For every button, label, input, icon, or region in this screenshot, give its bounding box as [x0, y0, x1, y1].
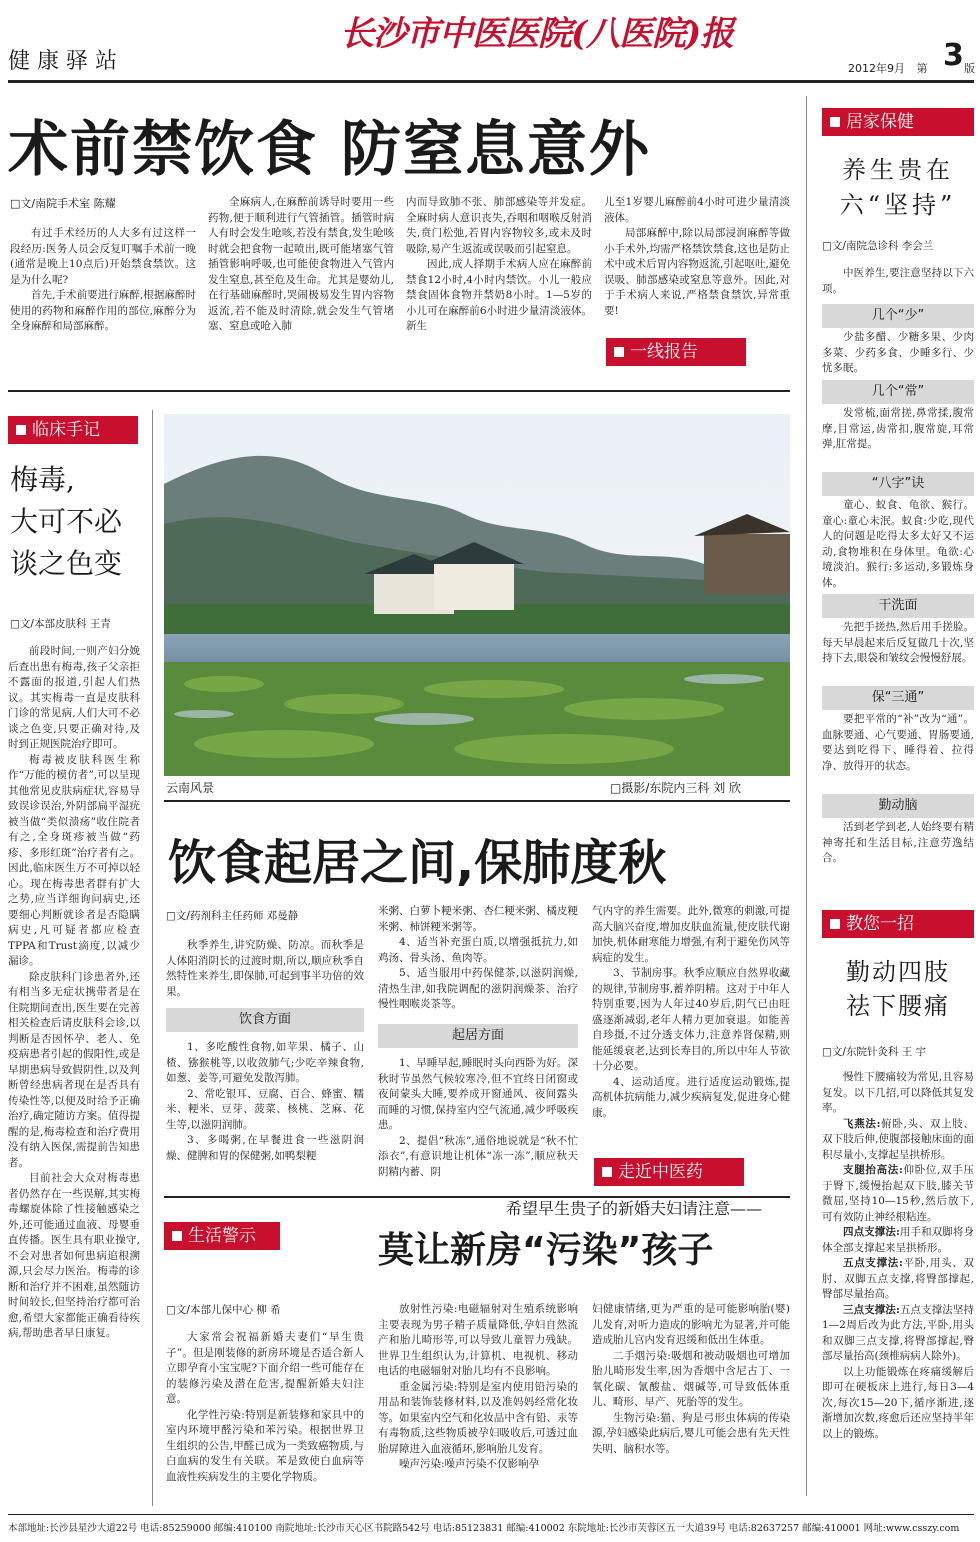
- exercise-lead-4: 五点支撑法:: [843, 1257, 903, 1269]
- sidebar-text-often: [822, 406, 974, 470]
- lung-col-1b-p3: 3、多喝粥,在早餐进食一些滋阴润燥、健脾和胃的保健粥,如鸭梨粳: [166, 1134, 364, 1162]
- sidebar-text-often-p: 发常梳,面常搓,鼻常揉,腹常摩,目常运,齿常扣,腹常旋,耳常弹,肛常提。: [822, 407, 974, 450]
- lung-headline: 饮食起居之间,保肺度秋: [168, 835, 667, 891]
- sidebar-divider: [806, 96, 807, 1496]
- life-col-3-p1: 妇健康情绪,更为严重的是可能影响胎(婴)儿发育,对听力造成的影响尤为显著,并可能造成胎儿宫内发育迟缓和低出生体重。: [592, 1303, 790, 1346]
- sidebar-top-intro: [822, 266, 974, 300]
- exercise-text-2: 仰卧位,双手压于臀下,缓慢抬起双下肢,膝关节微屈,坚持10—15秒,然后放下,可有效防止神经根粘连。: [822, 1164, 974, 1223]
- lung-col-2-p2: 4、适当补充蛋白质,以增强抵抗力,如鸡汤、骨头汤、鱼肉等。: [378, 936, 578, 964]
- left-body-p4: 目前社会大众对梅毒患者仍然存在一些误解,其实梅毒螺旋体除了性接触感染之外,还可能通过血液、母婴垂直传播。医生具有职业操守,不会对患者如何患病追根溯源,只会尽力医治。梅毒的诊断和治疗并不困难,虽然随访时间较长,但坚持治疗都可治愈,希望大家都能正确看待疾病,帮助患者早日康复。: [8, 1172, 140, 1339]
- lead-col-2: [208, 195, 394, 365]
- section-title: 健康驿站: [8, 49, 125, 74]
- lung-col-1-p1: 秋季养生,讲究防燥、防凉。而秋季是人体阳消阴长的过渡时期,所以,顺应秋季自然特性来养生,即保肺,可起到事半功倍的效果。: [166, 939, 364, 998]
- lung-col-1b: [166, 1040, 364, 1190]
- exercise-text-0: 慢性下腰痛较为常见,且容易复发。以下几招,可以降低其复发率。: [822, 1071, 974, 1114]
- life-col-1: [166, 1330, 364, 1506]
- tag-home-health: 居家保健: [822, 108, 974, 136]
- exercise-para-6: [822, 1365, 974, 1443]
- sidebar-sub-often: 几个“常”: [822, 380, 974, 404]
- tag-near-tcm: 走近中医药: [594, 1158, 744, 1186]
- life-col-1-p1: 大家常会祝福新婚夫妻们“早生贵子”。但是刚装修的新房环境是否适合新人立即孕育小宝宝呢?下面介绍一些可能存在的装修污染及潜在危害,提醒新婚夫妇注意。: [166, 1331, 364, 1405]
- sidebar-text-brain-p: 活到老学到老,人始终要有精神寄托和生活目标,注意劳逸结合。: [822, 821, 974, 864]
- lead-col-1-p2: 首先,手术前要进行麻醉,根据麻醉时使用的药物和麻醉作用的部位,麻醉分为全身麻醉和局部麻醉。: [10, 289, 196, 332]
- lung-col-2b-p2: 2、提倡“秋冻”,通俗地说就是“秋不忙添衣”,有意识地让机体“冻一冻”,顺应秋天阴精内蓄、阴: [378, 1134, 578, 1178]
- issue-date: [848, 60, 928, 76]
- lead-col-4: [604, 195, 790, 335]
- lung-col-3: [592, 904, 790, 1156]
- exercise-lead-5: 三点支撑法:: [843, 1303, 900, 1316]
- exercise-text-3: 用手和双脚将身体全部支撑起来呈拱桥形。: [822, 1226, 974, 1254]
- sidebar-sub-brain: 勤动脑: [822, 794, 974, 818]
- sidebar-bottom-body: [822, 1070, 974, 1510]
- landscape-photo-svg: [164, 414, 790, 776]
- life-col-2-p1: 放射性污染:电磁辐射对生殖系统影响主要表现为男子精子质量降低,孕妇自然流产和胎儿畸形等,可以导致儿童智力残缺。世界卫生组织认为,计算机、电视机、移动电话的电磁辐射对胎儿均有不良影响。: [378, 1303, 578, 1377]
- lead-headline: 术前禁饮食 防窒息意外: [8, 115, 651, 185]
- tag-life-warning: 生活警示: [164, 1222, 280, 1250]
- life-col-2-p2: 重金属污染:特别是室内使用铅污染的用品和装饰装修材料,以及准妈妈经常化妆等。如果室内空气和化妆品中含有铅、汞等有毒物质,这些物质被孕妇吸收后,可透过血胎屏障进入血液循环,影响胎儿发育。: [378, 1380, 578, 1455]
- lung-col-2b-p1: 1、早睡早起,睡眠时头向西卧为好。深秋时节虽然气候较寒冷,但不宜终日闭窗或夜间蒙头大睡,要养成开窗通风、夜间露头而睡的习惯,保持室内空气流通,减少呼吸疾患。: [378, 1057, 578, 1131]
- tag-frontline-report: 一线报告: [606, 338, 746, 366]
- tag-teach-trick: 教您一招: [822, 910, 974, 938]
- left-headline-3: 谈之色变: [10, 547, 123, 580]
- newspaper-logo: 长沙市中医医院(八医院)报: [340, 14, 734, 54]
- lead-col-3-p1: 内而导致肺不张、肺部感染等并发症。全麻时病人意识丧失,吞咽和咽喉反射消失,贲门松弛,若胃内容物较多,或未及时吸除,易产生返流或误吸而引起窒息。: [406, 196, 592, 255]
- lead-col-1: [10, 226, 196, 366]
- lead-col-3: [406, 195, 592, 365]
- exercise-para-4: [822, 1256, 974, 1303]
- issue-date-text: 2012年9月: [848, 62, 905, 75]
- lung-byline: □文/药剂科主任药师 邓曼静: [166, 910, 299, 922]
- sidebar-bottom-headline-2: 祛下腰痛: [846, 992, 950, 1020]
- left-body-p1: 前段时间,一则产妇分娩后查出患有梅毒,孩子父亲拒不露面的报道,引起人们热议。其实梅毒一直是皮肤科门诊的常见病,人们大可不必谈之色变,只要正确对待,及时到正规医院治疗即可。: [8, 645, 140, 750]
- exercise-text-4: 平卧,用头、双肘、双脚五点支撑,将臀部撑起,臀部尽量抬高。: [822, 1257, 974, 1300]
- lung-col-2: [378, 904, 578, 1016]
- exercise-lead-1: 飞燕法:: [843, 1117, 881, 1130]
- sidebar-sub-dry-wash: 干洗面: [822, 594, 974, 618]
- photo-caption: 云南风景: [166, 781, 215, 795]
- lung-col-1b-p2: 2、常吃银耳、豆腐、百合、蜂蜜、糯米、粳米、豆芽、菠菜、核桃、芝麻、花生等,以滋阴润肺。: [166, 1087, 364, 1131]
- sidebar-top-byline: □文/南院急诊科 李会兰: [822, 240, 934, 252]
- left-divider: [152, 410, 153, 1506]
- sidebar-top-headline-2: 六“坚持”: [839, 191, 957, 219]
- lung-col-2b: [378, 1056, 578, 1186]
- life-col-3: [592, 1302, 790, 1506]
- sidebar-text-three-pass-p: 要把平常的“补”改为“通”。血脉要通、心气要通、胃肠要通,要达到吃得下、睡得着、拉得净、放得开的状态。: [822, 713, 974, 772]
- sidebar-top-intro-text: 中医养生,要注意坚持以下六项。: [822, 267, 974, 295]
- sidebar-sub-three-pass: 保“三通”: [822, 686, 974, 710]
- sidebar-sub-few: 几个“少”: [822, 304, 974, 328]
- life-col-3-p3: 生物污染:猫、狗是弓形虫体病的传染源,孕妇感染此病后,婴儿可能会患有先天性失明、脑积水等。: [592, 1411, 790, 1455]
- sidebar-text-eight-words-p: 童心、蚁食、龟欲、猴行。童心:童心未泯。蚁食:少吃,现代人的问题是吃得太多太好又不运动,食物堆积在身体里。龟欲:心境淡泊。猴行:多运动,多锻炼身体。: [822, 499, 974, 589]
- lead-bottom-rule: [8, 390, 790, 392]
- left-body: [8, 644, 140, 1510]
- left-byline: □文/本部皮肤科 王青: [10, 618, 111, 630]
- lead-col-4-p2: 局部麻醉中,除以局部浸润麻醉等做小手术外,均需严格禁饮禁食,这也是防止术中或术后胃内容物返流,引起呕吐,避免误吸、肺部感染或窒息等意外。因此,对于手术病人来说,严格禁食禁饮,异常重要!: [604, 227, 790, 317]
- lead-col-1-p1: 有过手术经历的人大多有过这样一段经历:医务人员会反复叮嘱手术前一晚(通常是晚上10点后)开始禁食禁饮。这是为什么呢?: [10, 227, 196, 286]
- lead-col-4-p1: 儿至1岁婴儿麻醉前4小时可进少量清淡液体。: [604, 196, 790, 224]
- life-col-1-p2: 化学性污染:特别是新装修和家具中的室内环境甲醛污染和苯污染。根据世界卫生组织的公告,甲醛已成为一类致癌物质,与白血病的发生有关联。苯是致使白血病等血液性疾病发生的主要化学物质。: [166, 1408, 364, 1483]
- footer-address: 本部地址:长沙县星沙大道22号 电话:85259000 邮编:410100 南院地址:长沙市天心区书院路542号 电话:85123831 邮编:410002 东院地址:长沙市芙蓉区五一大道39号 电话:82637257 邮编:410001 网址:www.csszy.com: [8, 1523, 960, 1534]
- sidebar-text-dry-wash-p: 先把手搓热,然后用手搓脸。每天早晨起来后反复做几十次,坚持下去,眼袋和皱纹会慢慢舒展。: [822, 621, 974, 664]
- exercise-para-2: [822, 1163, 974, 1225]
- life-col-2-p3: 噪声污染:噪声污染不仅影响孕: [399, 1458, 540, 1470]
- life-headline: 莫让新房“污染”孩子: [378, 1230, 714, 1271]
- sidebar-text-brain: [822, 820, 974, 870]
- lung-col-3-p3: 4、运动适度。进行适度运动锻炼,提高机体抗病能力,减少疾病复发,促进身心健康。: [592, 1075, 790, 1119]
- left-body-p2: 梅毒被皮肤科医生称作“万能的模仿者”,可以呈现其他常见皮肤病症状,容易导致误诊误治,外阴部扁平湿疣被当做“类似溃疡”收住院者有之,全身斑疹被当做“药疹、多形红斑”治疗者有之。因此,临床医生万不可掉以轻心。现在梅毒患者群有扩大之势,应当详细询问病史,还要细心判断就诊者是否隐瞒病史,凡可疑者都应检查TPPA和Trust滴度,以减少漏诊。: [8, 753, 140, 967]
- exercise-text-1: 俯卧,头、双上肢、双下肢后伸,使腹部接触床面的面积尽量小,支撑起呈拱桥形。: [822, 1117, 974, 1161]
- exercise-para-1: [822, 1117, 974, 1164]
- life-byline: □文/本部儿保中心 柳 希: [166, 1304, 281, 1316]
- exercise-para-3: [822, 1225, 974, 1256]
- photo-credit: □摄影/东院内三科 刘 欣: [610, 781, 742, 795]
- page-prefix: 第: [916, 62, 928, 75]
- sidebar-text-eight-words: [822, 498, 974, 592]
- lung-sub-diet: 饮食方面: [166, 1008, 364, 1032]
- lung-col-1b-p1: 1、多吃酸性食物,如苹果、橘子、山楂、猕猴桃等,以收敛肺气;少吃辛辣食物,如葱、姜等,可避免发散泻肺。: [166, 1041, 364, 1084]
- lung-col-3-p1: 气内守的养生需要。此外,微寒的刺激,可提高大脑兴奋度,增加皮肤血流量,使皮肤代谢加快,机体耐寒能力增强,有利于避免伤风等病症的发生。: [592, 905, 790, 964]
- photo-bottom-rule: [164, 800, 790, 802]
- sidebar-bottom-headline-1: 勤动四肢: [846, 958, 950, 986]
- lead-byline: □文/南院手术室 陈耀: [10, 197, 116, 210]
- footer-rule: [8, 1514, 974, 1515]
- left-body-p3: 除皮肤科门诊患者外,还有相当多无症状携带者是在住院期间查出,医生要在完善相关检查后请皮肤科会诊,以判断是否因怀孕、老人、免疫病患者引起的假阳性,或是早期患病导致假阴性,以及判断曾经患病者现在是否具有传染性等,以便及时给予正确治疗,确定随访方案。值得提醒的是,梅毒检查和治疗费用没有纳入医保,需提前告知患者。: [8, 970, 140, 1169]
- lung-col-3-p2: 3、节制房事。秋季应顺应自然界收藏的规律,节制房事,蓄养阴精。这对于中年人特别重要,因为人年过40岁后,阴气已由旺盛逐渐减弱,老年人精力更加衰退。如能善自珍摄,不过分透支体力,注意养肾保精,则能延缓衰老,达到长寿目的,所以中年人节欲十分必要。: [592, 967, 790, 1072]
- lead-col-2-p1: 全麻病人,在麻醉前诱导时要用一些药物,便于顺利进行气管插管。插管时病人有时会发生呛咳,若没有禁食,发生呛咳时就会把食物一起喷出,既可能堵塞气管插管影响呼吸,也可能使食物进入气管内发生窒息,甚至危及生命。尤其是婴幼儿,在行基础麻醉时,哭闹极易发生胃内容物返流,若不能及时清除,就会发生气管堵塞、窒息或呛入肺: [208, 196, 394, 332]
- lung-col-2-p1: 米粥、白萝卜粳米粥、杏仁粳米粥、橘皮粳米粥、柿饼粳米粥等。: [378, 905, 578, 933]
- life-col-2: [378, 1302, 578, 1506]
- lung-col-2-p3: 5、适当服用中药保健茶,以滋阴润燥,清热生津,如我院调配的滋阴润燥茶、治疗慢性咽喉炎茶等。: [378, 967, 578, 1010]
- sidebar-text-few-p: 少盐多醋、少糖多果、少肉多菜、少药多食、少睡多行、少忧多眠。: [822, 331, 974, 374]
- page-suffix: 版: [964, 62, 975, 75]
- life-col-3-p2: 二手烟污染:吸烟和被动吸烟也可增加胎儿畸形发生率,因为香烟中含尼古丁、一氧化碳、氰酸盐、烟碱等,可导致低体重儿、畸形、早产、死胎等的发生。: [592, 1349, 790, 1408]
- lead-col-3-p2: 因此,成人择期手术病人应在麻醉前禁食12小时,4小时内禁饮。小儿一般应禁食固体食物并禁奶8小时。1—5岁的小儿可在麻醉前6小时进少量清淡液体。新生: [406, 258, 592, 332]
- exercise-text-6: 以上功能锻炼在疼痛缓解后即可在硬板床上进行,每日3—4次,每次15—20下,循序渐进,逐渐增加次数,疼愈后还应坚持半年以上的锻炼。: [822, 1365, 974, 1440]
- page-number: 3: [943, 38, 964, 73]
- tag-clinical-notes: 临床手记: [8, 416, 138, 444]
- exercise-text-5: 五点支撑法坚持1—2周后改为此方法,平卧,用头和双脚三点支撑,将臀部撑起,臀部尽量抬高(颈椎病病人除外)。: [822, 1303, 974, 1362]
- left-headline-1: 梅毒,: [10, 463, 75, 496]
- sidebar-bottom-byline: □文/东院针灸科 王 宇: [822, 1046, 927, 1058]
- exercise-lead-2: 支腿抬高法:: [843, 1164, 903, 1176]
- sidebar-top-headline-1: 养生贵在: [842, 156, 954, 184]
- masthead-rule: [8, 80, 974, 83]
- sidebar-text-three-pass: [822, 712, 974, 792]
- life-kicker: 希望早生贵子的新婚夫妇请注意——: [506, 1199, 763, 1218]
- landscape-photo: [164, 414, 790, 776]
- sidebar-sub-eight-words: “八字”诀: [822, 472, 974, 496]
- exercise-lead-3: 四点支撑法:: [843, 1226, 900, 1238]
- sidebar-text-few: [822, 330, 974, 378]
- exercise-para-5: [822, 1303, 974, 1365]
- sidebar-text-dry-wash: [822, 620, 974, 684]
- lung-col-1: [166, 938, 364, 1004]
- exercise-para-0: [822, 1070, 974, 1117]
- lung-sub-living: 起居方面: [378, 1024, 578, 1048]
- left-headline-2: 大可不必: [10, 505, 123, 538]
